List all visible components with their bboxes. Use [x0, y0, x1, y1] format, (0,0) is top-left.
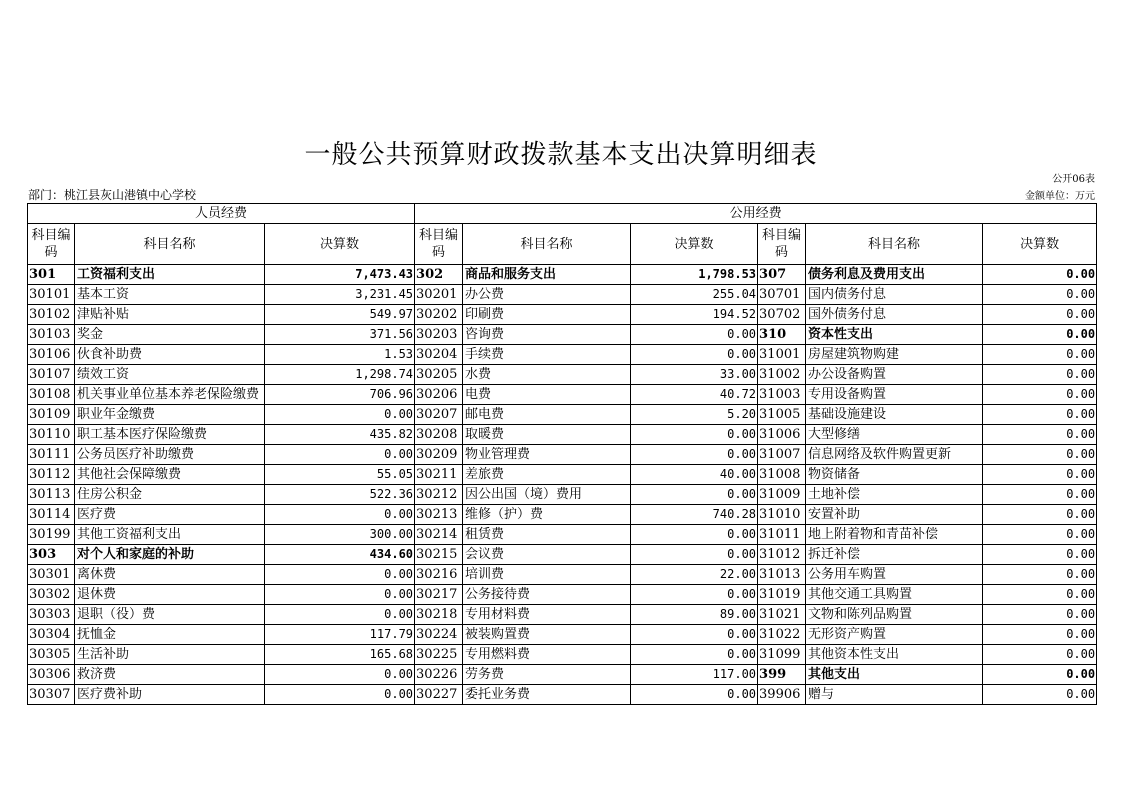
item-amount: 522.36	[265, 485, 415, 505]
item-code: 39906	[758, 685, 806, 705]
item-amount: 0.00	[983, 485, 1097, 505]
item-amount: 0.00	[983, 625, 1097, 645]
item-name: 职业年金缴费	[75, 405, 265, 425]
item-code: 31002	[758, 365, 806, 385]
item-code: 30204	[415, 345, 463, 365]
item-name: 专用燃料费	[463, 645, 631, 665]
item-amount: 434.60	[265, 545, 415, 565]
item-name: 租赁费	[463, 525, 631, 545]
table-row	[28, 345, 1097, 365]
item-code: 31008	[758, 465, 806, 485]
item-amount: 0.00	[983, 345, 1097, 365]
item-amount: 0.00	[983, 645, 1097, 665]
item-amount: 549.97	[265, 305, 415, 325]
item-name: 其他资本性支出	[806, 645, 983, 665]
item-amount: 0.00	[265, 405, 415, 425]
item-amount: 0.00	[631, 625, 758, 645]
item-code: 30203	[415, 325, 463, 345]
header-amount: 决算数	[983, 224, 1097, 265]
item-code: 31011	[758, 525, 806, 545]
item-code: 30227	[415, 685, 463, 705]
item-name: 培训费	[463, 565, 631, 585]
item-name: 工资福利支出	[75, 265, 265, 285]
item-amount: 0.00	[631, 425, 758, 445]
item-name: 公务用车购置	[806, 565, 983, 585]
table-row	[28, 325, 1097, 345]
item-code: 30225	[415, 645, 463, 665]
item-amount: 0.00	[983, 445, 1097, 465]
table-row	[28, 545, 1097, 565]
item-amount: 0.00	[983, 665, 1097, 685]
table-row	[28, 425, 1097, 445]
item-amount: 33.00	[631, 365, 758, 385]
item-name: 信息网络及软件购置更新	[806, 445, 983, 465]
item-amount: 7,473.43	[265, 265, 415, 285]
item-amount: 0.00	[631, 685, 758, 705]
item-name: 因公出国（境）费用	[463, 485, 631, 505]
item-code: 30102	[28, 305, 75, 325]
form-code: 公开06表	[1052, 174, 1095, 185]
unit-label: 金额单位：万元	[1025, 191, 1095, 202]
item-name: 公务员医疗补助缴费	[75, 445, 265, 465]
item-name: 水费	[463, 365, 631, 385]
item-amount: 40.00	[631, 465, 758, 485]
item-name: 差旅费	[463, 465, 631, 485]
item-amount: 0.00	[983, 465, 1097, 485]
item-name: 职工基本医疗保险缴费	[75, 425, 265, 445]
item-amount: 5.20	[631, 405, 758, 425]
item-code: 30113	[28, 485, 75, 505]
item-name: 安置补助	[806, 505, 983, 525]
item-name: 资本性支出	[806, 325, 983, 345]
item-name: 地上附着物和青苗补偿	[806, 525, 983, 545]
header-name: 科目名称	[806, 224, 983, 265]
table-row	[28, 505, 1097, 525]
item-amount: 0.00	[265, 685, 415, 705]
table-row	[28, 365, 1097, 385]
item-amount: 165.68	[265, 645, 415, 665]
item-code: 30202	[415, 305, 463, 325]
item-name: 房屋建筑物购建	[806, 345, 983, 365]
item-amount: 1,798.53	[631, 265, 758, 285]
item-name: 商品和服务支出	[463, 265, 631, 285]
item-amount: 55.05	[265, 465, 415, 485]
item-name: 津贴补贴	[75, 305, 265, 325]
table-row	[28, 565, 1097, 585]
item-code: 30215	[415, 545, 463, 565]
table-row	[28, 685, 1097, 705]
item-amount: 0.00	[983, 305, 1097, 325]
item-name: 会议费	[463, 545, 631, 565]
item-code: 30304	[28, 625, 75, 645]
expenditure-table	[27, 203, 1097, 705]
item-name: 其他支出	[806, 665, 983, 685]
item-code: 30207	[415, 405, 463, 425]
item-name: 维修（护）费	[463, 505, 631, 525]
item-code: 30218	[415, 605, 463, 625]
item-code: 30106	[28, 345, 75, 365]
header-amount: 决算数	[265, 224, 415, 265]
table-row	[28, 645, 1097, 665]
item-amount: 740.28	[631, 505, 758, 525]
item-name: 赠与	[806, 685, 983, 705]
item-name: 医疗费	[75, 505, 265, 525]
item-name: 离休费	[75, 565, 265, 585]
item-code: 31019	[758, 585, 806, 605]
item-name: 债务利息及费用支出	[806, 265, 983, 285]
item-name: 办公费	[463, 285, 631, 305]
item-amount: 0.00	[983, 605, 1097, 625]
item-amount: 22.00	[631, 565, 758, 585]
item-code: 307	[758, 265, 806, 285]
item-code: 30110	[28, 425, 75, 445]
department-label: 部门：桃江县灰山港镇中心学校	[28, 188, 197, 202]
item-code: 31099	[758, 645, 806, 665]
item-code: 301	[28, 265, 75, 285]
item-code: 31022	[758, 625, 806, 645]
item-code: 30212	[415, 485, 463, 505]
item-amount: 0.00	[983, 545, 1097, 565]
item-amount: 0.00	[265, 585, 415, 605]
item-amount: 0.00	[983, 385, 1097, 405]
item-name: 专用材料费	[463, 605, 631, 625]
item-amount: 1.53	[265, 345, 415, 365]
item-amount: 0.00	[631, 545, 758, 565]
item-name: 医疗费补助	[75, 685, 265, 705]
item-amount: 0.00	[983, 265, 1097, 285]
item-name: 救济费	[75, 665, 265, 685]
item-amount: 0.00	[631, 525, 758, 545]
item-name: 取暖费	[463, 425, 631, 445]
item-code: 30103	[28, 325, 75, 345]
item-code: 31021	[758, 605, 806, 625]
item-code: 31007	[758, 445, 806, 465]
table-row	[28, 265, 1097, 285]
item-code: 31006	[758, 425, 806, 445]
item-code: 30702	[758, 305, 806, 325]
item-amount: 255.04	[631, 285, 758, 305]
item-name: 生活补助	[75, 645, 265, 665]
item-name: 印刷费	[463, 305, 631, 325]
item-amount: 0.00	[631, 345, 758, 365]
item-amount: 0.00	[265, 665, 415, 685]
item-code: 30208	[415, 425, 463, 445]
table-row	[28, 385, 1097, 405]
item-name: 基础设施建设	[806, 405, 983, 425]
item-code: 31013	[758, 565, 806, 585]
item-name: 专用设备购置	[806, 385, 983, 405]
item-code: 31001	[758, 345, 806, 365]
item-code: 30302	[28, 585, 75, 605]
item-amount: 0.00	[265, 445, 415, 465]
page-title: 一般公共预算财政拨款基本支出决算明细表	[304, 140, 818, 170]
item-code: 30301	[28, 565, 75, 585]
item-code: 30303	[28, 605, 75, 625]
item-name: 咨询费	[463, 325, 631, 345]
item-name: 委托业务费	[463, 685, 631, 705]
item-name: 机关事业单位基本养老保险缴费	[75, 385, 265, 405]
item-name: 邮电费	[463, 405, 631, 425]
item-code: 30206	[415, 385, 463, 405]
header-code: 科目编码	[415, 224, 463, 265]
header-amount: 决算数	[631, 224, 758, 265]
table-row	[28, 625, 1097, 645]
item-name: 其他社会保障缴费	[75, 465, 265, 485]
item-code: 30213	[415, 505, 463, 525]
item-amount: 0.00	[983, 405, 1097, 425]
item-name: 基本工资	[75, 285, 265, 305]
item-name: 奖金	[75, 325, 265, 345]
item-amount: 3,231.45	[265, 285, 415, 305]
item-code: 310	[758, 325, 806, 345]
item-amount: 0.00	[631, 645, 758, 665]
item-code: 303	[28, 545, 75, 565]
table-row	[28, 485, 1097, 505]
item-code: 30211	[415, 465, 463, 485]
item-name: 电费	[463, 385, 631, 405]
item-name: 国内债务付息	[806, 285, 983, 305]
item-code: 30114	[28, 505, 75, 525]
item-amount: 194.52	[631, 305, 758, 325]
item-code: 30111	[28, 445, 75, 465]
item-amount: 0.00	[983, 685, 1097, 705]
table-row	[28, 445, 1097, 465]
item-name: 退休费	[75, 585, 265, 605]
item-code: 30209	[415, 445, 463, 465]
item-amount: 435.82	[265, 425, 415, 445]
item-name: 抚恤金	[75, 625, 265, 645]
item-amount: 117.00	[631, 665, 758, 685]
item-code: 30101	[28, 285, 75, 305]
item-amount: 0.00	[265, 565, 415, 585]
item-name: 文物和陈列品购置	[806, 605, 983, 625]
item-code: 31005	[758, 405, 806, 425]
table-row	[28, 605, 1097, 625]
item-name: 土地补偿	[806, 485, 983, 505]
table-row	[28, 305, 1097, 325]
column-header-row	[28, 224, 1097, 265]
item-name: 物资储备	[806, 465, 983, 485]
item-code: 31009	[758, 485, 806, 505]
item-code: 30214	[415, 525, 463, 545]
table-row	[28, 465, 1097, 485]
item-amount: 0.00	[983, 425, 1097, 445]
item-name: 国外债务付息	[806, 305, 983, 325]
item-code: 30107	[28, 365, 75, 385]
item-amount: 40.72	[631, 385, 758, 405]
item-name: 无形资产购置	[806, 625, 983, 645]
item-code: 30205	[415, 365, 463, 385]
item-name: 对个人和家庭的补助	[75, 545, 265, 565]
item-code: 30217	[415, 585, 463, 605]
item-amount: 89.00	[631, 605, 758, 625]
item-amount: 0.00	[983, 565, 1097, 585]
item-name: 住房公积金	[75, 485, 265, 505]
item-amount: 1,298.74	[265, 365, 415, 385]
item-code: 30216	[415, 565, 463, 585]
item-code: 30305	[28, 645, 75, 665]
item-name: 劳务费	[463, 665, 631, 685]
item-code: 30701	[758, 285, 806, 305]
item-amount: 117.79	[265, 625, 415, 645]
item-code: 31010	[758, 505, 806, 525]
item-amount: 0.00	[983, 525, 1097, 545]
item-amount: 0.00	[265, 505, 415, 525]
item-amount: 0.00	[631, 585, 758, 605]
item-amount: 0.00	[983, 325, 1097, 345]
item-code: 302	[415, 265, 463, 285]
item-code: 30112	[28, 465, 75, 485]
item-code: 30226	[415, 665, 463, 685]
item-code: 30224	[415, 625, 463, 645]
table-row	[28, 285, 1097, 305]
item-name: 其他工资福利支出	[75, 525, 265, 545]
item-amount: 371.56	[265, 325, 415, 345]
item-amount: 0.00	[983, 365, 1097, 385]
item-code: 30306	[28, 665, 75, 685]
header-name: 科目名称	[463, 224, 631, 265]
table-row	[28, 665, 1097, 685]
item-name: 退职（役）费	[75, 605, 265, 625]
item-amount: 300.00	[265, 525, 415, 545]
item-amount: 0.00	[631, 445, 758, 465]
header-code: 科目编码	[28, 224, 75, 265]
item-amount: 0.00	[631, 325, 758, 345]
item-code: 399	[758, 665, 806, 685]
item-name: 大型修缮	[806, 425, 983, 445]
item-code: 30109	[28, 405, 75, 425]
item-code: 30201	[415, 285, 463, 305]
group-public: 公用经费	[415, 204, 1097, 224]
item-code: 31012	[758, 545, 806, 565]
table-row	[28, 405, 1097, 425]
item-amount: 0.00	[983, 585, 1097, 605]
header-name: 科目名称	[75, 224, 265, 265]
item-name: 办公设备购置	[806, 365, 983, 385]
group-header-row	[28, 204, 1097, 224]
item-name: 伙食补助费	[75, 345, 265, 365]
table-row	[28, 525, 1097, 545]
item-code: 30199	[28, 525, 75, 545]
item-name: 其他交通工具购置	[806, 585, 983, 605]
item-amount: 0.00	[983, 285, 1097, 305]
item-name: 公务接待费	[463, 585, 631, 605]
header-code: 科目编码	[758, 224, 806, 265]
group-personnel: 人员经费	[28, 204, 415, 224]
item-code: 31003	[758, 385, 806, 405]
item-amount: 0.00	[265, 605, 415, 625]
table-row	[28, 585, 1097, 605]
item-name: 拆迁补偿	[806, 545, 983, 565]
item-amount: 0.00	[983, 505, 1097, 525]
item-amount: 0.00	[631, 485, 758, 505]
item-name: 被装购置费	[463, 625, 631, 645]
item-name: 物业管理费	[463, 445, 631, 465]
item-code: 30307	[28, 685, 75, 705]
item-amount: 706.96	[265, 385, 415, 405]
item-code: 30108	[28, 385, 75, 405]
item-name: 手续费	[463, 345, 631, 365]
item-name: 绩效工资	[75, 365, 265, 385]
